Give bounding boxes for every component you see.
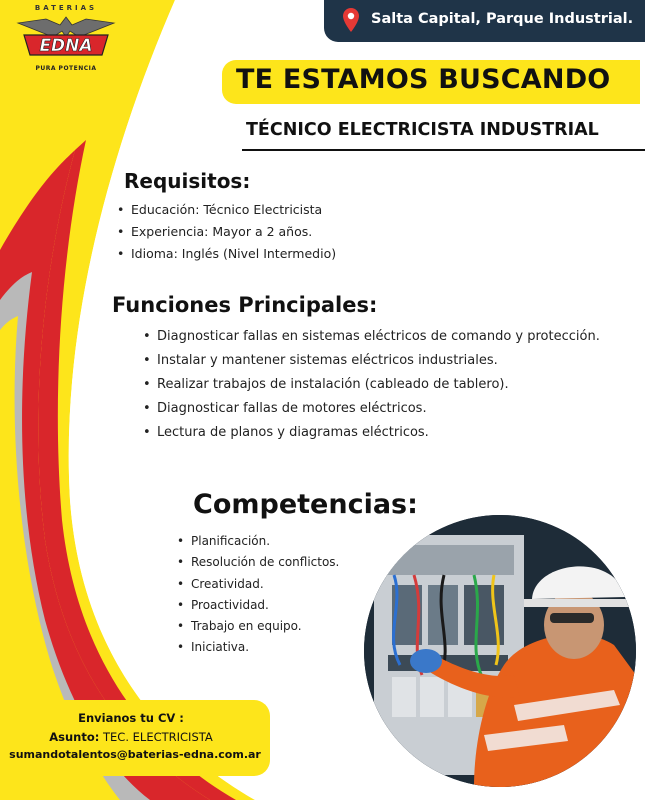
funciones-title: Funciones Principales: (112, 293, 378, 317)
list-item: • Proactividad. (177, 597, 339, 618)
list-item: • Realizar trabajos de instalación (cableado de tablero). (143, 375, 603, 394)
brand-tagline: PURA POTENCIA (35, 65, 97, 72)
electrician-illustration-icon (364, 515, 636, 787)
list-item: • Iniciativa. (177, 639, 339, 660)
contact-heading: Envianos tu CV : (78, 711, 184, 725)
headline-banner (222, 60, 640, 104)
brand-logo-text: EDNA (39, 36, 93, 56)
title-underline (242, 149, 645, 151)
list-item: • Resolución de conflictos. (177, 554, 339, 575)
list-item: • Idioma: Inglés (Nivel Intermedio) (117, 245, 336, 267)
list-item: • Experiencia: Mayor a 2 años. (117, 223, 336, 245)
funciones-list (143, 327, 603, 447)
requisitos-title: Requisitos: (124, 169, 251, 193)
location-badge (324, 0, 645, 42)
list-item: • Creatividad. (177, 576, 339, 597)
competencias-list (177, 533, 339, 661)
headline-text: TE ESTAMOS BUSCANDO (236, 64, 611, 95)
competencias-title: Competencias: (193, 489, 418, 520)
list-item: • Educación: Técnico Electricista (117, 201, 336, 223)
brand-logo (8, 4, 124, 86)
subject-value: TEC. ELECTRICISTA (103, 730, 213, 744)
contact-email-link[interactable]: sumandotalentos@baterias-edna.com.ar (9, 748, 261, 761)
location-text: Salta Capital, Parque Industrial. (371, 11, 634, 27)
list-item: • Diagnosticar fallas de motores eléctricos. (143, 399, 603, 418)
contact-box (0, 700, 270, 776)
requisitos-list (117, 201, 336, 267)
electrician-photo (364, 515, 636, 787)
list-item: • Lectura de planos y diagramas eléctricos. (143, 423, 603, 442)
contact-subject (0, 730, 262, 744)
subject-label: Asunto: (49, 730, 100, 744)
position-title: TÉCNICO ELECTRICISTA INDUSTRIAL (246, 120, 599, 140)
brand-top-text: BATERIAS (34, 4, 98, 12)
map-pin-icon (342, 7, 360, 33)
list-item: • Planificación. (177, 533, 339, 554)
list-item: • Diagnosticar fallas en sistemas eléctricos de comando y protección. (143, 327, 603, 346)
eagle-logo-icon (10, 13, 122, 63)
list-item: • Trabajo en equipo. (177, 618, 339, 639)
list-item: • Instalar y mantener sistemas eléctricos industriales. (143, 351, 603, 370)
